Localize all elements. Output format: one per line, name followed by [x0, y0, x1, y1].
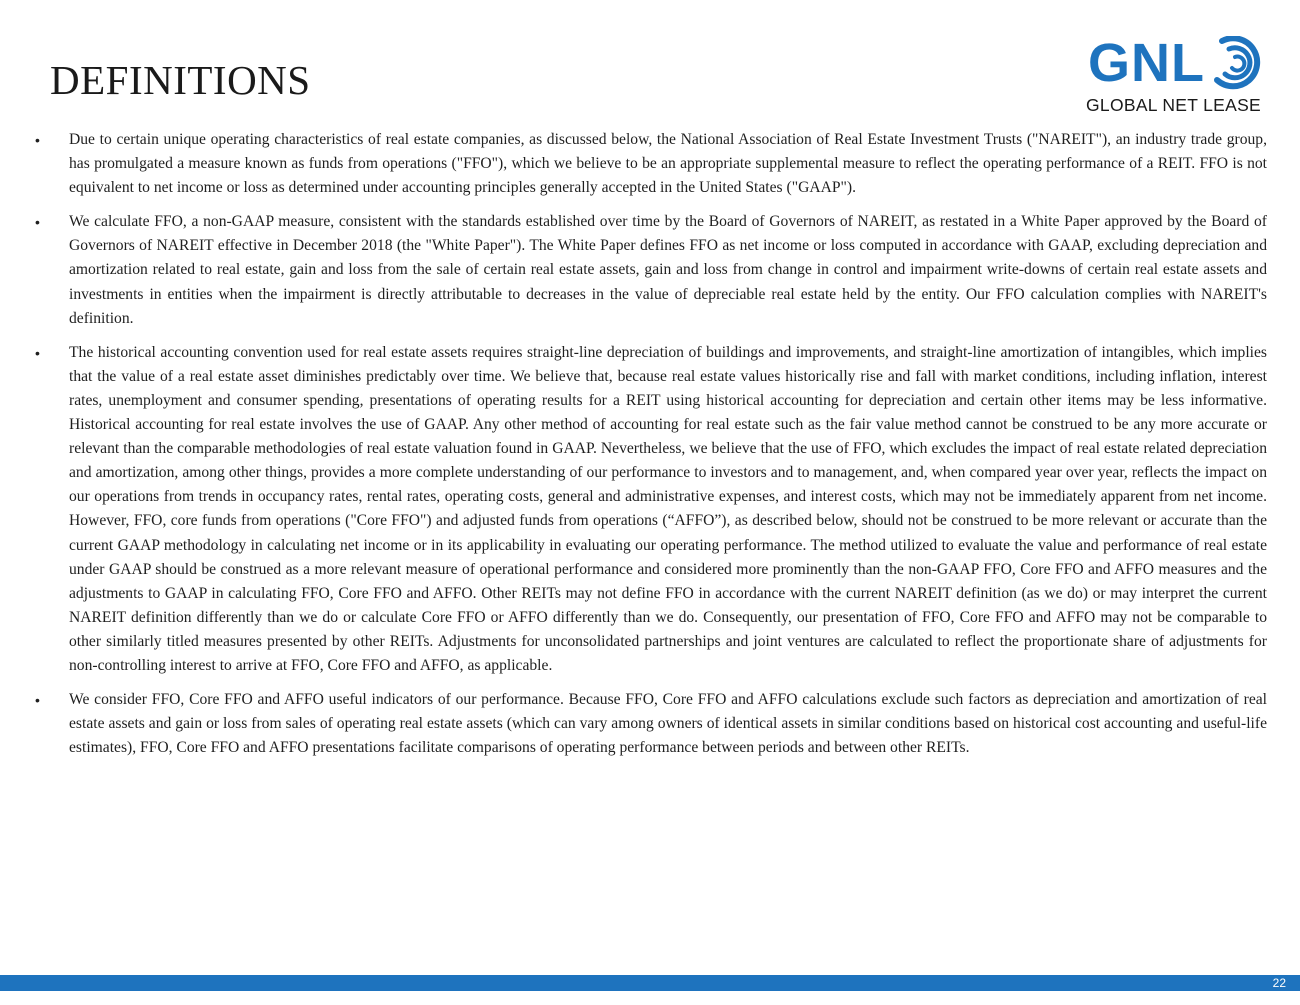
definition-text: Due to certain unique operating characteristics of real estate companies, as discussed below, the National Association of Real Estate Investment Trusts ("NAREIT"), an industry trade group, has promulgated a measure known as funds from operations ("FFO"), which we believe to be an appropriate supplemental measure to reflect the operating performance of a REIT. FFO is not equivalent to net income or loss as determined under accounting principles generally accepted in the United States ("GAAP").	[69, 131, 1267, 197]
bullet-marker: •	[35, 214, 40, 231]
definition-item-2	[35, 210, 1267, 330]
logo-mark: GNL	[1088, 33, 1205, 93]
bullet-marker: •	[35, 132, 40, 148]
page-title: DEFINITIONS	[50, 57, 311, 103]
definition-item-3	[35, 341, 1267, 678]
definition-item-1	[35, 128, 1267, 200]
company-logo	[1084, 33, 1270, 122]
definition-text: The historical accounting convention used for real estate assets requires straight-line depreciation of buildings and improvements, and straight-line amortization of intangibles, which implies that the value of a real estate asset diminishes predictably over time. We believe that, because real estate values historically rise and fall with market conditions, including inflation, interest rates, unemployment and consumer spending, presentations of operating results for a REIT using historical accounting for depreciation and certain other items may be less informative. Historical accounting for real estate involves the use of GAAP. Any other method of accounting for real estate such as the fair value method cannot be construed to be any more accurate or relevant than the comparable methodologies of real estate valuation found in GAAP. Nevertheless, we believe that the use of FFO, which excludes the impact of real estate related depreciation and amortization, among other things, provides a more complete understanding of our performance to investors and to management, and, when compared year over year, reflects the impact on our operations from trends in occupancy rates, rental rates, operating costs, general and administrative expenses, and interest costs, which may not be immediately apparent from net income. However, FFO, core funds from operations ("Core FFO") and adjusted funds from operations (“AFFO”), as described below, should not be construed to be more relevant or accurate than the current GAAP methodology in calculating net income or in its applicability in evaluating our operating performance. The method utilized to evaluate the value and performance of real estate under GAAP should be construed as a more relevant measure of operational performance and considered more prominently than the non-GAAP FFO, Core FFO and AFFO measures and the adjustments to GAAP in calculating FFO, Core FFO and AFFO. Other REITs may not define FFO in accordance with the current NAREIT definition (as we do) or may interpret the current NAREIT definition differently than we do or calculate Core FFO or AFFO differently than we do. Consequently, our presentation of FFO, Core FFO and AFFO may not be comparable to other similarly titled measures presented by other REITs. Adjustments for unconsolidated partnerships and joint ventures are calculated to reflect the proportionate share of adjustments for non-controlling interest to arrive at FFO, Core FFO and AFFO, as applicable.	[69, 343, 1267, 674]
page-number: 22	[1272, 976, 1286, 990]
logo-company-name: GLOBAL NET LEASE	[1086, 95, 1262, 115]
gnl-swirl-icon	[1208, 36, 1264, 90]
bullet-marker: •	[35, 344, 40, 361]
definition-item-4	[35, 688, 1267, 760]
bullet-marker: •	[35, 692, 40, 709]
definition-text: We consider FFO, Core FFO and AFFO useful indicators of our performance. Because FFO, Core FFO and AFFO calculations exclude such factors as depreciation and amortization of real estate assets and gain or loss from sales of operating real estate assets (which can vary among owners of identical assets in similar conditions based on historical cost accounting and useful-life estimates), FFO, Core FFO and AFFO presentations facilitate comparisons of operating performance between periods and between other REITs.	[69, 691, 1267, 757]
definition-text: We calculate FFO, a non-GAAP measure, consistent with the standards established over time by the Board of Governors of NAREIT, as restated in a White Paper approved by the Board of Governors of NAREIT effective in December 2018 (the "White Paper"). The White Paper defines FFO as net income or loss computed in accordance with GAAP, excluding depreciation and amortization related to real estate, gain and loss from the sale of certain real estate assets, gain and loss from change in control and impairment write-downs of certain real estate assets and investments in entities when the impairment is directly attributable to decreases in the value of depreciable real estate held by the entity. Our FFO calculation complies with NAREIT's definition.	[69, 213, 1267, 327]
footer-bar	[0, 975, 1300, 991]
definitions-list	[35, 128, 1267, 770]
